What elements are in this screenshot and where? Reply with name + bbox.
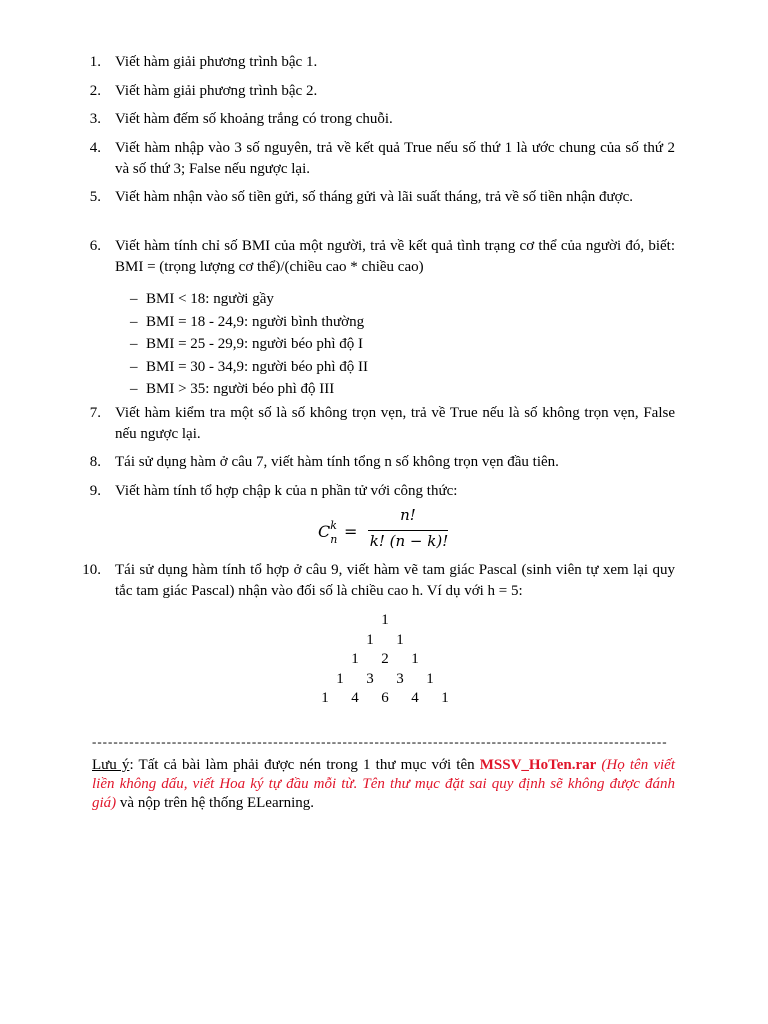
item-number: 8.	[89, 454, 101, 470]
formula-denominator: k! (n − k)!	[369, 532, 449, 550]
pascal-value: 1	[366, 631, 374, 648]
item-number: 5.	[89, 189, 101, 205]
item-text: Viết hàm nhận vào số tiền gửi, số tháng gửi và lãi suất tháng, trả về số tiền nhận được.	[115, 189, 633, 205]
pascal-value: 6	[381, 690, 389, 706]
note-text: Tất cả bài làm phải được nén trong 1 thư mục với tên	[133, 757, 480, 773]
pascal-row	[300, 649, 470, 669]
pascal-value: 1	[336, 670, 344, 687]
combination-formula	[318, 506, 458, 556]
pascal-value: 1	[321, 690, 329, 706]
pascal-value: 1	[441, 690, 449, 706]
bmi-bullet-text: BMI = 25 - 29,9: người béo phì độ I	[146, 336, 364, 352]
item-number: 4.	[89, 140, 101, 156]
filename-highlight: MSSV_HoTen.rar	[479, 757, 597, 773]
item-text: Viết hàm giải phương trình bậc 1.	[115, 54, 318, 70]
dash-marker: –	[130, 291, 138, 307]
item-text: Tái sử dụng hàm ở câu 7, viết hàm tính tổng n số không trọn vẹn đầu tiên.	[115, 454, 559, 470]
dash-marker: –	[130, 336, 138, 352]
formula-lhs	[318, 519, 338, 546]
pascal-value: 1	[411, 651, 419, 667]
pascal-value: 4	[351, 690, 359, 706]
dash-marker: –	[130, 313, 138, 330]
separator-line: ------------------------------------------------------------------------------------------------------------	[92, 734, 668, 749]
pascal-value: 1	[351, 651, 359, 667]
note-label: Lưu ý	[92, 757, 130, 773]
bmi-bullet-list	[130, 288, 530, 401]
item-number: 2.	[89, 83, 101, 99]
item-text: Viết hàm kiểm tra một số là số không trọn vẹn, trả về True nếu là số không trọn vẹn, False nếu ngược lại.	[115, 405, 675, 442]
pascal-row	[300, 630, 470, 650]
bmi-bullet	[130, 311, 530, 334]
pascal-row	[300, 669, 470, 689]
item-number: 10.	[82, 562, 101, 578]
item-text: Viết hàm tính tổ hợp chập k của n phần tử với công thức:	[115, 483, 458, 499]
note-colon: :	[129, 757, 134, 773]
dash-marker: –	[130, 358, 138, 375]
item-number: 1.	[89, 54, 101, 70]
pascal-value: 2	[381, 651, 389, 667]
formula-equals: =	[344, 522, 358, 541]
bmi-bullet	[130, 288, 530, 311]
pascal-value: 3	[366, 670, 374, 687]
item-text: Viết hàm tính chỉ số BMI của một người, trả về kết quả tình trạng cơ thể của người đó, biết: BMI = (trọng lượng cơ thể)/(chiều cao * chiều cao)	[115, 238, 675, 275]
pascal-value: 4	[411, 690, 419, 706]
bmi-bullet	[130, 333, 530, 356]
item-number: 3.	[89, 111, 101, 127]
formula-numerator: n!	[400, 506, 416, 524]
dash-marker: –	[130, 381, 138, 397]
pascal-value: 3	[396, 670, 404, 687]
bmi-bullet-text: BMI > 35: người béo phì độ III	[146, 381, 335, 397]
item-text: Viết hàm đếm số khoảng trắng có trong chuỗi.	[115, 111, 393, 127]
item-text: Viết hàm giải phương trình bậc 2.	[115, 83, 318, 99]
note-italic-warning: (Họ tên viết liền không dấu, viết Hoa ký tự đầu mỗi từ. Tên thư mục đặt sai quy định sẽ không được đánh giá)	[92, 757, 676, 811]
pascal-row	[300, 610, 470, 630]
item-number: 9.	[89, 483, 101, 499]
fraction-bar	[368, 530, 448, 531]
item-text: Viết hàm nhập vào 3 số nguyên, trả về kết quả True nếu số thứ 1 là ước chung của số thứ 2 và số thứ 3; False nếu ngược lại.	[115, 140, 675, 177]
pascal-value: 1	[396, 631, 404, 648]
item-text: Tái sử dụng hàm tính tổ hợp ở câu 9, viết hàm vẽ tam giác Pascal (sinh viên tự xem lại quy tắc tam giác Pascal) nhận vào đối số là chiều cao h. Ví dụ với h = 5:	[115, 562, 675, 599]
pascal-value: 1	[426, 670, 434, 687]
bmi-bullet-text: BMI = 30 - 34,9: người béo phì độ II	[146, 358, 369, 375]
formula-superscript: k	[330, 519, 337, 532]
bmi-bullet	[130, 378, 530, 401]
formula-subscript: n	[330, 533, 338, 546]
bmi-bullet-text: BMI = 18 - 24,9: người bình thường	[146, 313, 365, 330]
formula-base: C	[318, 522, 331, 541]
item-number: 6.	[89, 238, 101, 254]
pascal-value: 1	[381, 612, 389, 628]
bmi-bullet	[130, 356, 530, 379]
note-text-end: và nộp trên hệ thống ELearning.	[116, 795, 315, 811]
submission-note	[92, 756, 675, 813]
pascal-row	[300, 688, 470, 708]
item-number: 7.	[89, 405, 101, 421]
bmi-bullet-text: BMI < 18: người gầy	[146, 291, 274, 307]
